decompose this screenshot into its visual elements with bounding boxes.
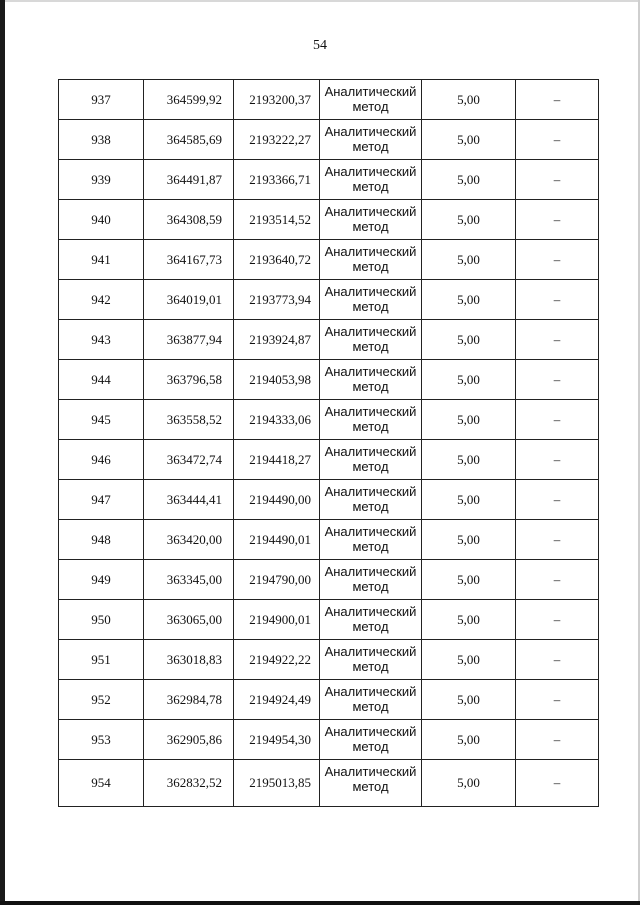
- note-cell: –: [516, 400, 599, 440]
- accuracy-cell: 5,00: [422, 640, 516, 680]
- point-number-cell: 940: [59, 200, 144, 240]
- method-cell: Аналитический метод: [320, 440, 422, 480]
- method-cell: Аналитический метод: [320, 560, 422, 600]
- x-coordinate-cell: 363345,00: [144, 560, 234, 600]
- accuracy-cell: 5,00: [422, 760, 516, 807]
- scan-left-edge: [0, 0, 5, 905]
- x-coordinate-cell: 363018,83: [144, 640, 234, 680]
- accuracy-cell: 5,00: [422, 320, 516, 360]
- table-row: [59, 440, 599, 480]
- method-cell: Аналитический метод: [320, 640, 422, 680]
- note-cell: –: [516, 560, 599, 600]
- coordinates-table: [58, 79, 599, 807]
- method-cell: Аналитический метод: [320, 520, 422, 560]
- x-coordinate-cell: 362832,52: [144, 760, 234, 807]
- point-number-cell: 945: [59, 400, 144, 440]
- point-number-cell: 939: [59, 160, 144, 200]
- point-number-cell: 947: [59, 480, 144, 520]
- table-row: [59, 480, 599, 520]
- table-row: [59, 200, 599, 240]
- y-coordinate-cell: 2194490,00: [234, 480, 320, 520]
- method-cell: Аналитический метод: [320, 320, 422, 360]
- accuracy-cell: 5,00: [422, 440, 516, 480]
- method-cell: Аналитический метод: [320, 720, 422, 760]
- table-row: [59, 360, 599, 400]
- accuracy-cell: 5,00: [422, 360, 516, 400]
- point-number-cell: 950: [59, 600, 144, 640]
- point-number-cell: 941: [59, 240, 144, 280]
- point-number-cell: 948: [59, 520, 144, 560]
- x-coordinate-cell: 364019,01: [144, 280, 234, 320]
- table-row: [59, 560, 599, 600]
- y-coordinate-cell: 2193200,37: [234, 80, 320, 120]
- point-number-cell: 949: [59, 560, 144, 600]
- accuracy-cell: 5,00: [422, 600, 516, 640]
- note-cell: –: [516, 760, 599, 807]
- x-coordinate-cell: 364491,87: [144, 160, 234, 200]
- x-coordinate-cell: 363420,00: [144, 520, 234, 560]
- note-cell: –: [516, 480, 599, 520]
- point-number-cell: 953: [59, 720, 144, 760]
- x-coordinate-cell: 364308,59: [144, 200, 234, 240]
- table-row: [59, 280, 599, 320]
- table-row: [59, 80, 599, 120]
- note-cell: –: [516, 680, 599, 720]
- accuracy-cell: 5,00: [422, 520, 516, 560]
- point-number-cell: 942: [59, 280, 144, 320]
- y-coordinate-cell: 2193366,71: [234, 160, 320, 200]
- accuracy-cell: 5,00: [422, 240, 516, 280]
- table-row: [59, 160, 599, 200]
- y-coordinate-cell: 2193640,72: [234, 240, 320, 280]
- note-cell: –: [516, 440, 599, 480]
- x-coordinate-cell: 363796,58: [144, 360, 234, 400]
- table-row: [59, 680, 599, 720]
- note-cell: –: [516, 320, 599, 360]
- point-number-cell: 943: [59, 320, 144, 360]
- table-row: [59, 600, 599, 640]
- y-coordinate-cell: 2194922,22: [234, 640, 320, 680]
- method-cell: Аналитический метод: [320, 280, 422, 320]
- y-coordinate-cell: 2194490,01: [234, 520, 320, 560]
- table-row: [59, 760, 599, 807]
- point-number-cell: 938: [59, 120, 144, 160]
- point-number-cell: 952: [59, 680, 144, 720]
- accuracy-cell: 5,00: [422, 480, 516, 520]
- note-cell: –: [516, 360, 599, 400]
- y-coordinate-cell: 2195013,85: [234, 760, 320, 807]
- x-coordinate-cell: 364599,92: [144, 80, 234, 120]
- y-coordinate-cell: 2193924,87: [234, 320, 320, 360]
- table-row: [59, 640, 599, 680]
- point-number-cell: 944: [59, 360, 144, 400]
- method-cell: Аналитический метод: [320, 120, 422, 160]
- accuracy-cell: 5,00: [422, 200, 516, 240]
- x-coordinate-cell: 362984,78: [144, 680, 234, 720]
- y-coordinate-cell: 2194954,30: [234, 720, 320, 760]
- x-coordinate-cell: 364167,73: [144, 240, 234, 280]
- point-number-cell: 937: [59, 80, 144, 120]
- y-coordinate-cell: 2193773,94: [234, 280, 320, 320]
- x-coordinate-cell: 363877,94: [144, 320, 234, 360]
- note-cell: –: [516, 160, 599, 200]
- accuracy-cell: 5,00: [422, 120, 516, 160]
- y-coordinate-cell: 2193514,52: [234, 200, 320, 240]
- note-cell: –: [516, 240, 599, 280]
- method-cell: Аналитический метод: [320, 80, 422, 120]
- x-coordinate-cell: 363444,41: [144, 480, 234, 520]
- accuracy-cell: 5,00: [422, 400, 516, 440]
- table-row: [59, 120, 599, 160]
- method-cell: Аналитический метод: [320, 680, 422, 720]
- y-coordinate-cell: 2194333,06: [234, 400, 320, 440]
- y-coordinate-cell: 2193222,27: [234, 120, 320, 160]
- point-number-cell: 951: [59, 640, 144, 680]
- note-cell: –: [516, 600, 599, 640]
- x-coordinate-cell: 364585,69: [144, 120, 234, 160]
- accuracy-cell: 5,00: [422, 560, 516, 600]
- table-row: [59, 520, 599, 560]
- method-cell: Аналитический метод: [320, 480, 422, 520]
- note-cell: –: [516, 280, 599, 320]
- y-coordinate-cell: 2194924,49: [234, 680, 320, 720]
- scan-top-edge: [0, 0, 640, 2]
- page-number: 54: [313, 38, 327, 53]
- y-coordinate-cell: 2194790,00: [234, 560, 320, 600]
- coordinates-table-body: [59, 80, 599, 807]
- note-cell: –: [516, 640, 599, 680]
- note-cell: –: [516, 520, 599, 560]
- point-number-cell: 954: [59, 760, 144, 807]
- y-coordinate-cell: 2194053,98: [234, 360, 320, 400]
- method-cell: Аналитический метод: [320, 200, 422, 240]
- table-row: [59, 400, 599, 440]
- method-cell: Аналитический метод: [320, 160, 422, 200]
- x-coordinate-cell: 363558,52: [144, 400, 234, 440]
- table-row: [59, 320, 599, 360]
- accuracy-cell: 5,00: [422, 280, 516, 320]
- method-cell: Аналитический метод: [320, 240, 422, 280]
- y-coordinate-cell: 2194900,01: [234, 600, 320, 640]
- note-cell: –: [516, 120, 599, 160]
- x-coordinate-cell: 363065,00: [144, 600, 234, 640]
- table-row: [59, 720, 599, 760]
- note-cell: –: [516, 80, 599, 120]
- accuracy-cell: 5,00: [422, 680, 516, 720]
- accuracy-cell: 5,00: [422, 720, 516, 760]
- method-cell: Аналитический метод: [320, 400, 422, 440]
- note-cell: –: [516, 200, 599, 240]
- point-number-cell: 946: [59, 440, 144, 480]
- table-row: [59, 240, 599, 280]
- scan-bottom-edge: [0, 901, 640, 905]
- method-cell: Аналитический метод: [320, 760, 422, 807]
- x-coordinate-cell: 362905,86: [144, 720, 234, 760]
- y-coordinate-cell: 2194418,27: [234, 440, 320, 480]
- x-coordinate-cell: 363472,74: [144, 440, 234, 480]
- method-cell: Аналитический метод: [320, 600, 422, 640]
- method-cell: Аналитический метод: [320, 360, 422, 400]
- accuracy-cell: 5,00: [422, 160, 516, 200]
- accuracy-cell: 5,00: [422, 80, 516, 120]
- note-cell: –: [516, 720, 599, 760]
